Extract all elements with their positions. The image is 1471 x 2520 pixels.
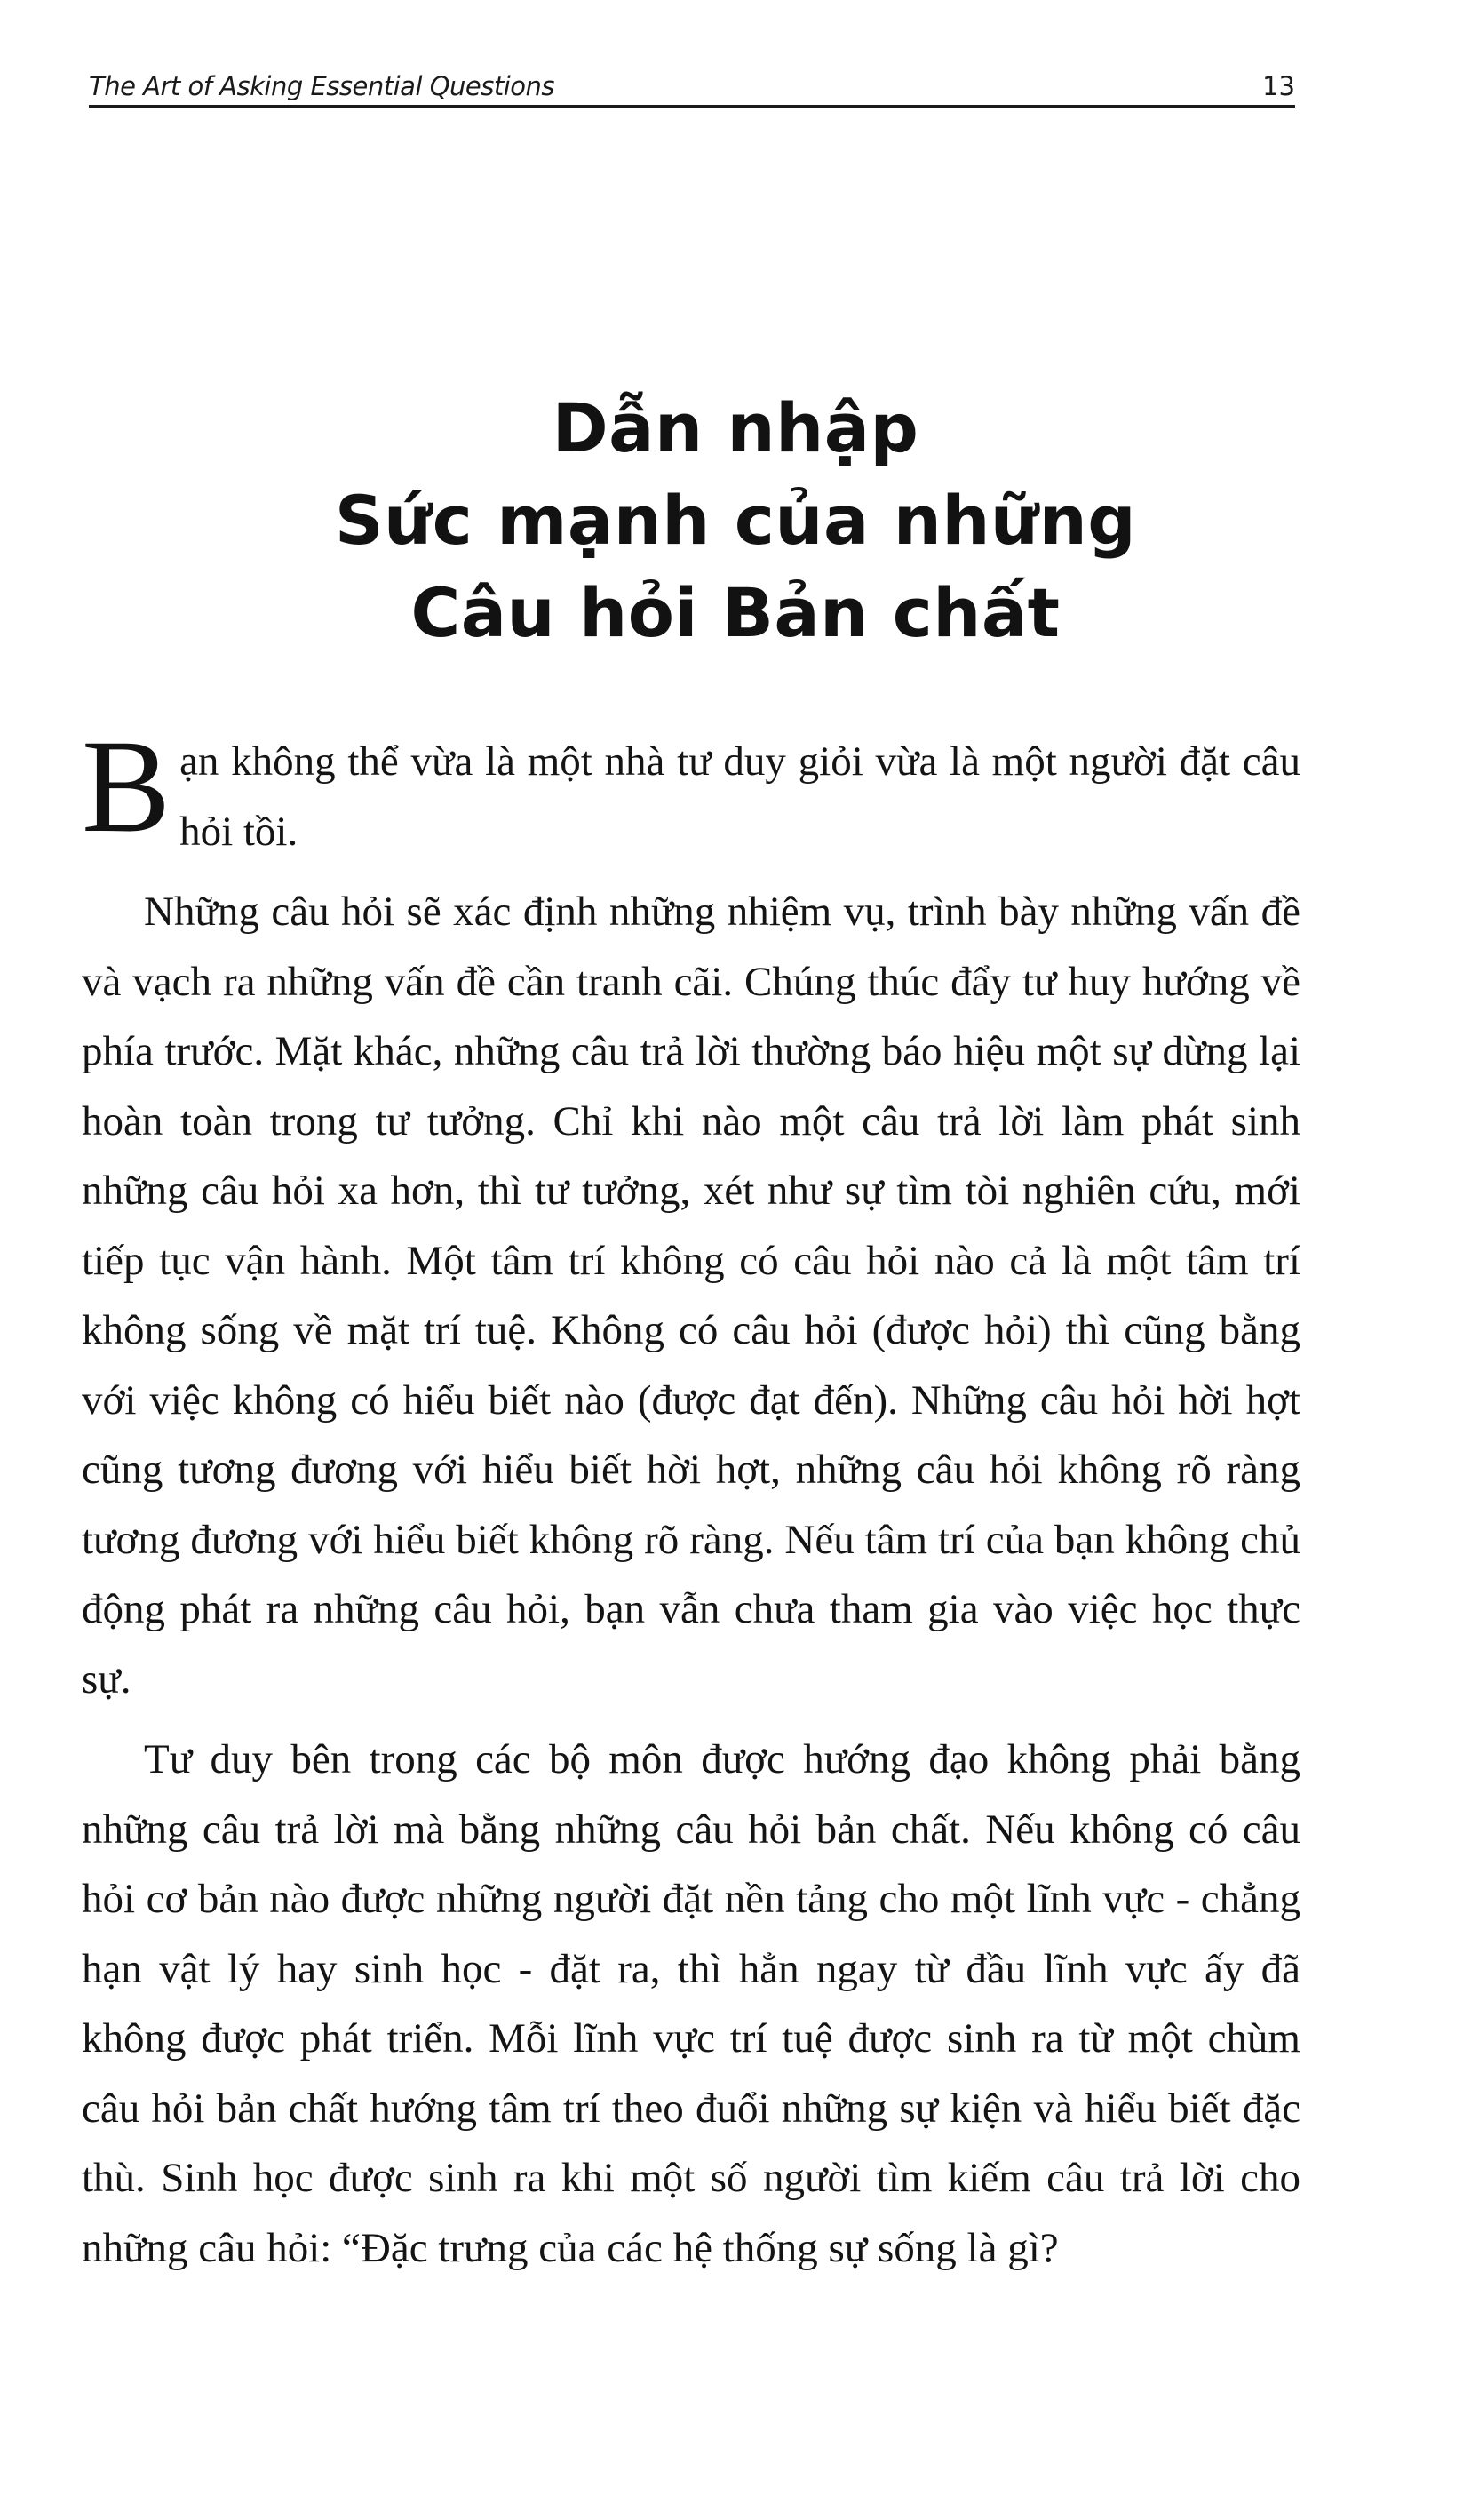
paragraph-3: Tư duy bên trong các bộ môn được hướng đạo không phải bằng những câu trả lời mà bằng những câu hỏi bản chất. Nếu không có câu hỏi cơ bản nào được những người đặt nền tảng cho một lĩnh vực - chẳng hạn vật lý hay sinh học - đặt ra, thì hẳn ngay từ đầu lĩnh vực ấy đã không được phát triển. Mỗi lĩnh vực trí tuệ được sinh ra từ một chùm câu hỏi bản chất hướng tâm trí theo đuổi những sự kiện và hiểu biết đặc thù. Sinh học được sinh ra khi một số người tìm kiếm câu trả lời cho những câu hỏi: “Đặc trưng của các hệ thống sự sống là gì? — [82, 1736, 1300, 2271]
running-header — [89, 59, 1295, 108]
running-title: The Art of Asking Essential Questions — [89, 71, 555, 101]
paragraph-1 — [82, 713, 1300, 866]
chapter-title-line-2: Sức mạnh của những — [334, 481, 1137, 560]
paragraph-1-text: ạn không thể vừa là một nhà tư duy giỏi vừa là một người đặt câu hỏi tồi. — [179, 738, 1300, 855]
page-number: 13 — [1262, 71, 1295, 101]
paragraph-2: Những câu hỏi sẽ xác định những nhiệm vụ, trình bày những vấn đề và vạch ra những vấn đề cần tranh cãi. Chúng thúc đẩy tư huy hướng về phía trước. Mặt khác, những câu trả lời thường báo hiệu một sự dừng lại hoàn toàn trong tư tưởng. Chỉ khi nào một câu trả lời làm phát sinh những câu hỏi xa hơn, thì tư tưởng, xét như sự tìm tòi nghiên cứu, mới tiếp tục vận hành. Một tâm trí không có câu hỏi nào cả là một tâm trí không sống về mặt trí tuệ. Không có câu hỏi (được hỏi) thì cũng bằng với việc không có hiểu biết nào (được đạt đến). Những câu hỏi hời hợt cũng tương đương với hiểu biết hời hợt, những câu hỏi không rõ ràng tương đương với hiểu biết không rõ ràng. Nếu tâm trí của bạn không chủ động phát ra những câu hỏi, bạn vẫn chưa tham gia vào việc học thực sự. — [82, 889, 1300, 1703]
drop-cap: B — [82, 713, 171, 860]
chapter-title-line-3: Câu hỏi Bản chất — [410, 573, 1061, 652]
chapter-title-line-1: Dẫn nhập — [552, 388, 919, 467]
chapter-title — [0, 382, 1471, 659]
body-text — [82, 713, 1300, 2283]
